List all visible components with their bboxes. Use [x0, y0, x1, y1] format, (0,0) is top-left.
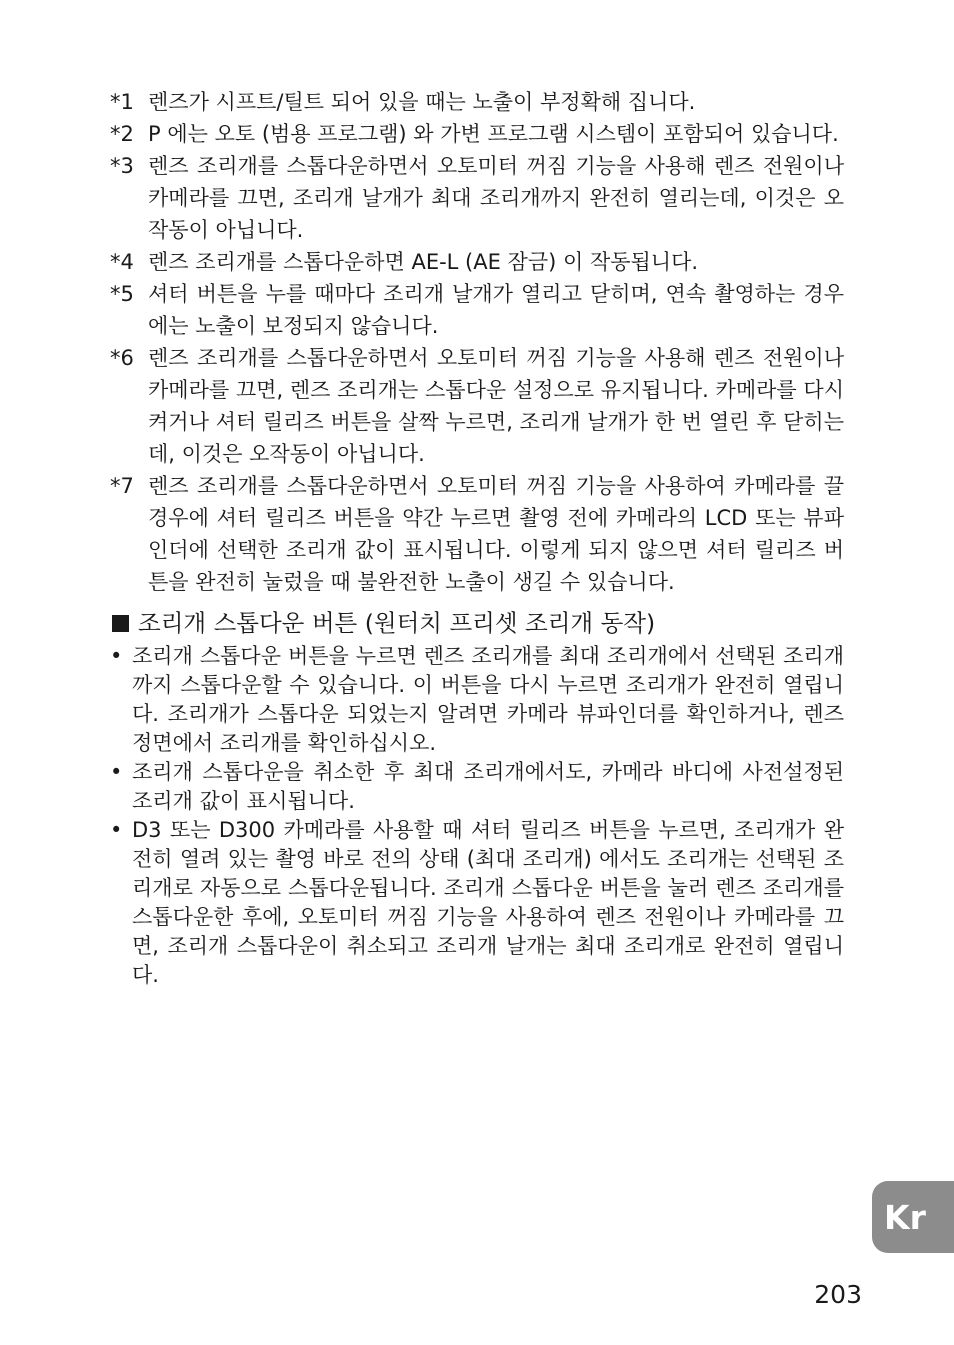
bullet-item — [110, 816, 844, 990]
bullet-item — [110, 758, 844, 816]
footnote-list — [110, 86, 844, 598]
footnote-item — [110, 246, 844, 278]
bullet-list — [110, 642, 844, 990]
bullet-text: 조리개 스톱다운 버튼을 누르면 렌즈 조리개를 최대 조리개에서 선택된 조리개까지 스톱다운할 수 있습니다. 이 버튼을 다시 누르면 조리개가 완전히 열립니다. 조리개가 스톱다운 되었는지 알려면 카메라 뷰파인더를 확인하거나, 렌즈 정면에서 조리개를 확인하십시오. — [132, 644, 844, 755]
bullet-item — [110, 642, 844, 758]
footnote-marker: *2 — [110, 122, 134, 146]
page-number: 203 — [814, 1280, 862, 1309]
footnote-marker: *4 — [110, 250, 134, 274]
footnote-text: 렌즈가 시프트/틸트 되어 있을 때는 노출이 부정확해 집니다. — [148, 90, 696, 114]
bullet-text: 조리개 스톱다운을 취소한 후 최대 조리개에서도, 카메라 바디에 사전설정된 조리개 값이 표시됩니다. — [132, 760, 844, 813]
bullet-dot-icon: • — [110, 644, 123, 668]
footnote-text: 렌즈 조리개를 스톱다운하면 AE-L (AE 잠금) 이 작동됩니다. — [148, 250, 699, 274]
black-square-icon — [112, 615, 129, 632]
footnote-marker: *5 — [110, 282, 134, 306]
language-tab — [872, 1181, 954, 1253]
footnote-text: P 에는 오토 (범용 프로그램) 와 가변 프로그램 시스템이 포함되어 있습니다. — [148, 122, 839, 146]
footnote-marker: *1 — [110, 90, 134, 114]
footnote-text: 렌즈 조리개를 스톱다운하면서 오토미터 꺼짐 기능을 사용해 렌즈 전원이나 카메라를 끄면, 조리개 날개가 최대 조리개까지 완전히 열리는데, 이것은 오작동이 아닙니다. — [148, 154, 844, 242]
footnote-item — [110, 86, 844, 118]
footnote-item — [110, 118, 844, 150]
footnote-item — [110, 470, 844, 598]
footnote-item — [110, 342, 844, 470]
footnote-marker: *6 — [110, 346, 134, 370]
footnote-item — [110, 278, 844, 342]
language-tab-label: Kr — [884, 1197, 926, 1237]
section-title-text: 조리개 스톱다운 버튼 (원터치 프리셋 조리개 동작) — [138, 609, 656, 637]
footnote-item — [110, 150, 844, 246]
footnote-text: 렌즈 조리개를 스톱다운하면서 오토미터 꺼짐 기능을 사용하여 카메라를 끌 경우에 셔터 릴리즈 버튼을 약간 누르면 촬영 전에 카메라의 LCD 또는 뷰파인더에 선택한 조리개 값이 표시됩니다. 이렇게 되지 않으면 셔터 릴리즈 버튼을 완전히 눌렀을 때 불완전한 노출이 생길 수 있습니다. — [148, 474, 844, 594]
footnote-text: 셔터 버튼을 누를 때마다 조리개 날개가 열리고 닫히며, 연속 촬영하는 경우에는 노출이 보정되지 않습니다. — [148, 282, 844, 338]
section-heading — [110, 606, 844, 640]
footnote-marker: *7 — [110, 474, 134, 498]
bullet-dot-icon: • — [110, 760, 123, 784]
bullet-dot-icon: • — [110, 818, 123, 842]
bullet-text: D3 또는 D300 카메라를 사용할 때 셔터 릴리즈 버튼을 누르면, 조리개가 완전히 열려 있는 촬영 바로 전의 상태 (최대 조리개) 에서도 조리개는 선택된 조리개로 자동으로 스톱다운됩니다. 조리개 스톱다운 버튼을 눌러 렌즈 조리개를 스톱다운한 후에, 오토미터 꺼짐 기능을 사용하여 렌즈 전원이나 카메라를 끄면, 조리개 스톱다운이 취소되고 조리개 날개는 최대 조리개로 완전히 열립니다. — [132, 818, 844, 987]
page-content — [110, 86, 844, 990]
footnote-text: 렌즈 조리개를 스톱다운하면서 오토미터 꺼짐 기능을 사용해 렌즈 전원이나 카메라를 끄면, 렌즈 조리개는 스톱다운 설정으로 유지됩니다. 카메라를 다시 켜거나 셔터 릴리즈 버튼을 살짝 누르면, 조리개 날개가 한 번 열린 후 닫히는데, 이것은 오작동이 아닙니다. — [148, 346, 844, 466]
footnote-marker: *3 — [110, 154, 134, 178]
